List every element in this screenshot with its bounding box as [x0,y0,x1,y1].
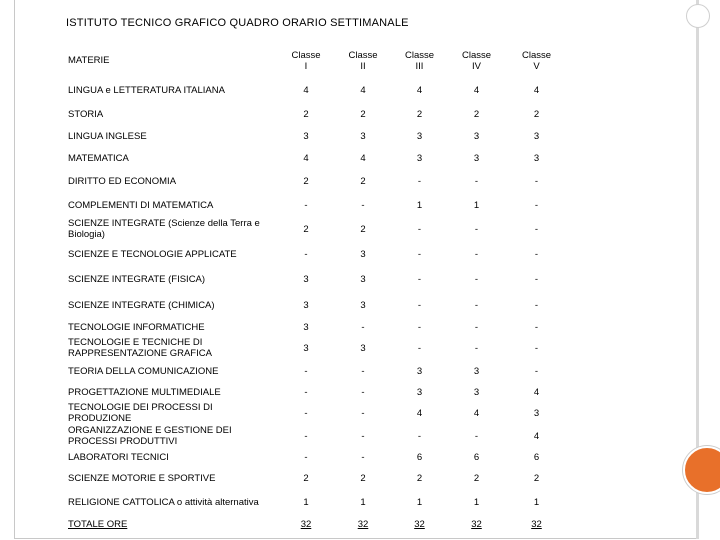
class-1-header-line1: Classe [291,49,321,61]
hours-cell-class-5: - [534,299,539,311]
hours-cell-class-4: - [474,176,479,187]
hours-cell-class-4: - [474,274,479,285]
hours-cell-class-4: 6 [473,451,480,463]
hours-cell-class-4: 3 [473,366,480,377]
subject-cell: RELIGIONE CATTOLICA o attività alternativa [68,497,259,508]
hours-cell-class-1: 3 [303,130,309,142]
hours-cell-class-1: 2 [303,472,309,484]
hours-cell-class-3: 4 [416,407,423,419]
hours-cell-class-3: 32 [414,518,425,530]
hours-cell-class-1: 32 [300,518,312,530]
hours-cell-class-1: - [304,430,308,442]
hours-cell-class-3: 2 [416,108,423,120]
schedule-table [66,42,568,533]
class-4-header-line2: IV [472,60,481,72]
class-1-header-line2: I [304,60,308,72]
hours-cell-class-2: 4 [360,85,366,96]
hours-cell-class-5: 2 [533,472,540,484]
hours-cell-class-2: 4 [360,152,366,164]
subject-cell: MATEMATICA [68,152,129,164]
hours-cell-class-1: 2 [303,176,309,187]
table-row [66,292,568,318]
subject-cell: TECNOLOGIE E TECNICHE DI RAPPRESENTAZIONE GRAFICA [68,337,212,359]
hours-cell-class-3: - [417,321,422,333]
hours-cell-class-5: 4 [533,387,540,398]
hours-cell-class-4: 2 [473,472,480,484]
subject-cell: COMPLEMENTI DI MATEMATICA [68,199,214,211]
hours-cell-class-3: - [417,299,422,311]
hours-cell-class-4: - [474,299,479,311]
hours-cell-class-1: - [304,199,308,211]
hours-cell-class-2: 2 [360,108,366,120]
table-row [66,383,568,402]
decorative-circle-top [686,4,710,28]
hours-cell-class-2: 3 [360,274,366,285]
table-row [66,102,568,126]
subject-cell: TOTALE ORE [68,518,128,530]
hours-cell-class-5: - [534,223,539,235]
hours-cell-class-2: 2 [360,176,366,187]
class-2-header-line1: Classe [348,49,378,61]
schedule-table-body [66,42,568,533]
hours-cell-class-5: - [534,366,539,377]
hours-cell-class-5: - [534,321,539,333]
class-1-header [277,42,335,79]
subject-cell: SCIENZE MOTORIE E SPORTIVE [68,472,216,484]
hours-cell-class-4: - [474,321,479,333]
hours-cell-class-1: 3 [303,299,309,311]
subject-cell: TECNOLOGIE DEI PROCESSI DI PRODUZIONE [68,402,213,424]
hours-cell-class-4: 2 [473,108,480,120]
subject-cell: SCIENZE INTEGRATE (Scienze della Terra e Biologia) [68,218,260,240]
hours-cell-class-2: 3 [360,248,366,260]
class-4-header [448,42,505,79]
hours-cell-class-1: 2 [303,108,309,120]
hours-cell-class-4: - [474,223,479,235]
table-row [66,241,568,267]
hours-cell-class-3: 2 [416,472,423,484]
class-5-header-line1: Classe [521,49,552,61]
hours-cell-class-2: 3 [360,299,366,311]
hours-cell-class-3: 3 [416,387,423,398]
table-row [66,466,568,490]
hours-cell-class-1: - [304,451,308,463]
table-row [66,336,568,360]
hours-cell-class-1: - [304,387,308,398]
hours-cell-class-3: - [417,248,422,260]
hours-cell-class-1: - [304,407,308,419]
hours-cell-class-2: 1 [360,497,366,508]
hours-cell-class-2: - [361,321,365,333]
hours-cell-class-4: 4 [473,85,480,96]
table-row [66,424,568,448]
hours-cell-class-4: 3 [473,152,480,164]
subject-cell: STORIA [68,108,104,120]
subject-cell: TECNOLOGIE INFORMATICHE [68,321,205,333]
hours-cell-class-5: 1 [533,497,540,508]
subject-cell: LINGUA INGLESE [68,130,147,142]
total-row [66,515,568,533]
hours-cell-class-2: 3 [360,342,366,354]
table-row [66,170,568,193]
subject-cell: PROGETTAZIONE MULTIMEDIALE [68,387,221,398]
table-row [66,126,568,146]
hours-cell-class-2: 2 [360,472,366,484]
class-4-header-line1: Classe [461,49,492,61]
hours-cell-class-5: 2 [533,108,540,120]
class-5-header [505,42,568,79]
hours-cell-class-3: 4 [416,85,423,96]
hours-cell-class-4: 4 [473,407,480,419]
hours-cell-class-1: 3 [303,274,309,285]
table-row [66,448,568,466]
hours-cell-class-2: - [361,430,365,442]
hours-cell-class-5: 32 [531,518,542,530]
hours-cell-class-5: 3 [533,407,540,419]
hours-cell-class-3: 6 [416,451,423,463]
hours-cell-class-4: 3 [473,387,480,398]
hours-cell-class-3: 3 [416,366,423,377]
hours-cell-class-1: - [304,248,308,260]
hours-cell-class-5: 3 [533,130,540,142]
hours-cell-class-2: - [361,366,365,377]
hours-cell-class-4: 1 [473,497,480,508]
class-5-header-line2: V [533,60,540,72]
hours-cell-class-3: - [417,342,422,354]
hours-cell-class-2: 3 [360,130,366,142]
hours-cell-class-5: - [534,199,539,211]
hours-cell-class-5: - [534,176,539,187]
subject-header: MATERIE [68,55,110,66]
table-row [66,267,568,292]
hours-cell-class-1: 4 [303,152,309,164]
table-row [66,402,568,424]
hours-cell-class-3: - [417,430,422,442]
class-3-header-line1: Classe [404,49,435,61]
hours-cell-class-1: 2 [303,223,309,235]
hours-cell-class-3: 3 [416,130,423,142]
hours-cell-class-5: 4 [533,430,540,442]
subject-cell: DIRITTO ED ECONOMIA [68,176,177,187]
subject-cell: TEORIA DELLA COMUNICAZIONE [68,366,219,377]
subject-cell: SCIENZE INTEGRATE (CHIMICA) [68,299,215,311]
hours-cell-class-1: 3 [303,321,309,333]
hours-cell-class-2: 2 [360,223,366,235]
hours-cell-class-4: - [474,342,479,354]
class-2-header-line2: II [360,60,366,72]
hours-cell-class-2: - [361,407,365,419]
subject-cell: SCIENZE INTEGRATE (FISICA) [68,274,206,285]
table-row [66,318,568,336]
subject-cell: SCIENZE E TECNOLOGIE APPLICATE [68,248,237,260]
hours-cell-class-3: - [417,274,422,285]
hours-cell-class-4: - [474,248,479,260]
table-row [66,217,568,241]
hours-cell-class-5: - [534,342,539,354]
hours-cell-class-5: - [534,248,539,260]
hours-cell-class-4: 32 [471,518,482,530]
table-row [66,146,568,170]
hours-cell-class-1: 1 [303,497,309,508]
subject-cell: ORGANIZZAZIONE E GESTIONE DEI PROCESSI PRODUTTIVI [68,425,232,447]
hours-cell-class-4: - [474,430,479,442]
hours-cell-class-2: - [361,451,365,463]
class-2-header [335,42,391,79]
hours-cell-class-1: 4 [303,85,309,96]
hours-cell-class-2: - [361,199,365,211]
hours-cell-class-5: 3 [533,152,540,164]
header-row [66,42,568,79]
table-row [66,490,568,515]
hours-cell-class-2: 32 [357,518,369,530]
table-row [66,193,568,217]
hours-cell-class-4: 1 [473,199,480,211]
hours-cell-class-3: 3 [416,152,423,164]
hours-cell-class-3: - [417,176,422,187]
class-3-header-line2: III [415,60,424,72]
hours-cell-class-4: 3 [473,130,480,142]
table-row [66,360,568,383]
page-title: ISTITUTO TECNICO GRAFICO QUADRO ORARIO SETTIMANALE [66,17,409,29]
hours-cell-class-1: 3 [303,342,309,354]
hours-cell-class-2: - [361,387,365,398]
hours-cell-class-3: 1 [416,199,423,211]
hours-cell-class-1: - [304,366,308,377]
hours-cell-class-3: - [417,223,422,235]
hours-cell-class-5: - [534,274,539,285]
class-3-header [391,42,448,79]
hours-cell-class-5: 6 [533,451,540,463]
table-row [66,79,568,102]
subject-cell: LINGUA e LETTERATURA ITALIANA [68,85,225,96]
subject-cell: LABORATORI TECNICI [68,451,169,463]
hours-cell-class-5: 4 [533,85,540,96]
hours-cell-class-3: 1 [416,497,423,508]
